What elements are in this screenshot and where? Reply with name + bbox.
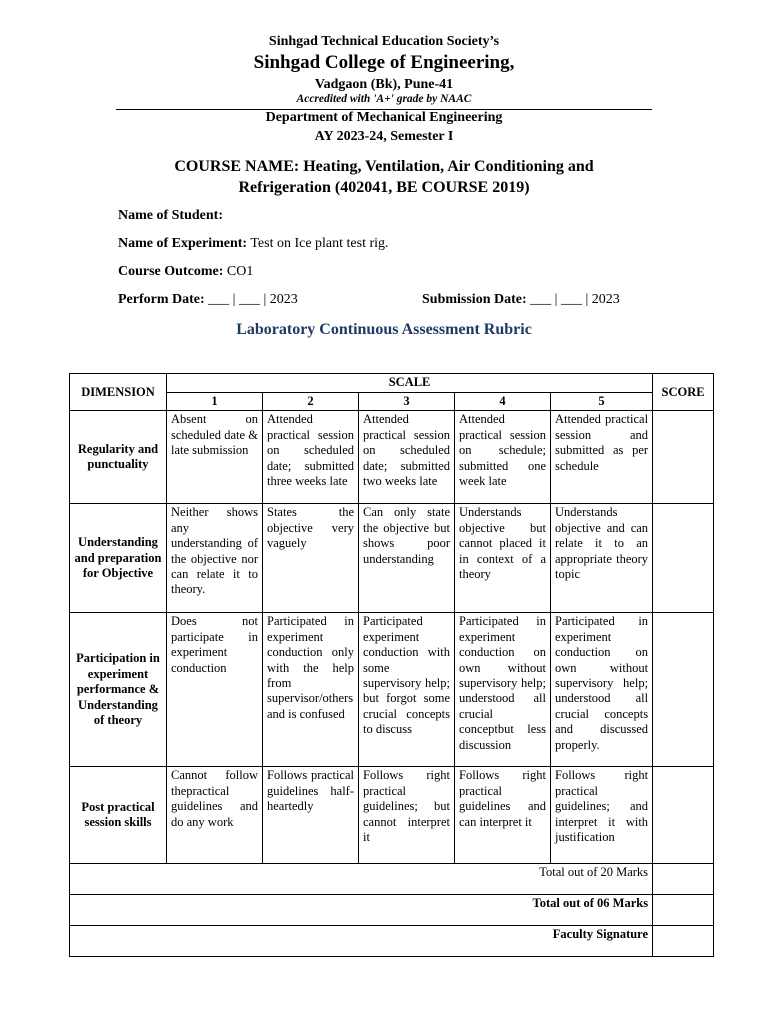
scale-header: SCALE <box>167 374 653 393</box>
rubric-cell: Participated experiment conduction with some supervisory help; but forgot some crucial concepts to discuss <box>359 613 455 767</box>
student-name-label: Name of Student: <box>118 208 223 223</box>
scale-level-4: 4 <box>455 393 551 411</box>
rubric-cell: Follows right practical guidelines and can interpret it <box>455 767 551 864</box>
society-name: Sinhgad Technical Education Society’s <box>268 34 500 49</box>
course-name <box>134 156 634 198</box>
rubric-cell: Neither shows any understanding of the objective nor can relate it to theory. <box>167 504 263 613</box>
perform-date-field <box>118 292 298 308</box>
experiment-name-value: Test on Ice plant test rig. <box>250 236 389 251</box>
rubric-cell: Follows practical guidelines half-heartedly <box>263 767 359 864</box>
table-row <box>70 613 714 767</box>
accreditation-note: Accredited with 'A+' grade by NAAC <box>296 93 472 105</box>
scale-level-3: 3 <box>359 393 455 411</box>
table-row <box>70 767 714 864</box>
rubric-cell: Can only state the objective but shows poor understanding <box>359 504 455 613</box>
rubric-cell: Participated in experiment conduction only with the help from supervisor/others and is confused <box>263 613 359 767</box>
experiment-name-field <box>118 236 389 252</box>
course-outcome-value: CO1 <box>226 264 254 279</box>
table-row <box>70 504 714 613</box>
rubric-cell: Absent on scheduled date & late submission <box>167 411 263 504</box>
scale-level-5: 5 <box>551 393 653 411</box>
dimension-header: DIMENSION <box>70 374 167 411</box>
score-cell[interactable] <box>653 767 714 864</box>
dimension-post-practical: Post practical session skills <box>70 767 167 864</box>
score-cell[interactable] <box>653 613 714 767</box>
department-name: Department of Mechanical Engineering <box>265 110 503 125</box>
rubric-cell: Participated in experiment conduction on own without supervisory help; understood all crucial conceptbut less discussion <box>455 613 551 767</box>
course-name-line1: Heating, Ventilation, Air Conditioning and <box>303 158 594 175</box>
total-20-score[interactable] <box>653 864 714 895</box>
rubric-cell: Participated in experiment conduction on own without supervisory help; understood all crucial concepts and discussed properly. <box>551 613 653 767</box>
experiment-name-label: Name of Experiment: <box>118 236 248 251</box>
score-header: SCORE <box>653 374 714 411</box>
rubric-title: Laboratory Continuous Assessment Rubric <box>236 321 532 338</box>
dimension-participation: Participation in experiment performance & Understanding of theory <box>70 613 167 767</box>
rubric-cell: Follows right practical guidelines; but cannot interpret it <box>359 767 455 864</box>
rubric-cell: Understands objective and can relate it to an appropriate theory topic <box>551 504 653 613</box>
score-cell[interactable] <box>653 411 714 504</box>
scale-level-1: 1 <box>167 393 263 411</box>
rubric-cell: Attended practical session on scheduled date; submitted three weeks late <box>263 411 359 504</box>
submission-date-value: ___ | ___ | 2023 <box>530 292 620 307</box>
perform-date-value: ___ | ___ | 2023 <box>208 292 298 307</box>
scale-levels-row <box>70 393 714 411</box>
table-row <box>70 411 714 504</box>
total-06-row <box>70 895 714 926</box>
student-name-field <box>118 208 223 224</box>
submission-date-field <box>422 292 620 308</box>
scale-level-2: 2 <box>263 393 359 411</box>
academic-year: AY 2023-24, Semester I <box>314 129 454 144</box>
college-name: Sinhgad College of Engineering, <box>253 52 515 73</box>
faculty-signature-box[interactable] <box>653 926 714 957</box>
score-cell[interactable] <box>653 504 714 613</box>
rubric-cell: Attended practical session on schedule; submitted one week late <box>455 411 551 504</box>
rubric-cell: Follows right practical guidelines; and interpret it with justification <box>551 767 653 864</box>
total-20-row <box>70 864 714 895</box>
rubric-cell: Attended practical session and submitted as per schedule <box>551 411 653 504</box>
faculty-signature-label: Faculty Signature <box>70 926 653 957</box>
rubric-cell: Understands objective but cannot placed it in context of a theory <box>455 504 551 613</box>
course-outcome-field <box>118 264 253 280</box>
dimension-understanding: Understanding and preparation for Objective <box>70 504 167 613</box>
dimension-regularity: Regularity and punctuality <box>70 411 167 504</box>
submission-date-label: Submission Date: <box>422 292 527 307</box>
total-20-label: Total out of 20 Marks <box>70 864 653 895</box>
total-06-label: Total out of 06 Marks <box>70 895 653 926</box>
rubric-cell: Does not participate in experiment conduction <box>167 613 263 767</box>
rubric-table <box>69 373 714 957</box>
perform-date-label: Perform Date: <box>118 292 205 307</box>
rubric-cell: Attended practical session on scheduled date; submitted two weeks late <box>359 411 455 504</box>
rubric-cell: Cannot follow thepractical guidelines and do any work <box>167 767 263 864</box>
course-name-line2: Refrigeration (402041, BE COURSE 2019) <box>238 179 530 196</box>
course-outcome-label: Course Outcome: <box>118 264 224 279</box>
faculty-signature-row <box>70 926 714 957</box>
college-address: Vadgaon (Bk), Pune-41 <box>314 77 454 92</box>
rubric-cell: States the objective very vaguely <box>263 504 359 613</box>
table-header-row <box>70 374 714 393</box>
total-06-score[interactable] <box>653 895 714 926</box>
course-label: COURSE NAME: <box>174 158 300 175</box>
